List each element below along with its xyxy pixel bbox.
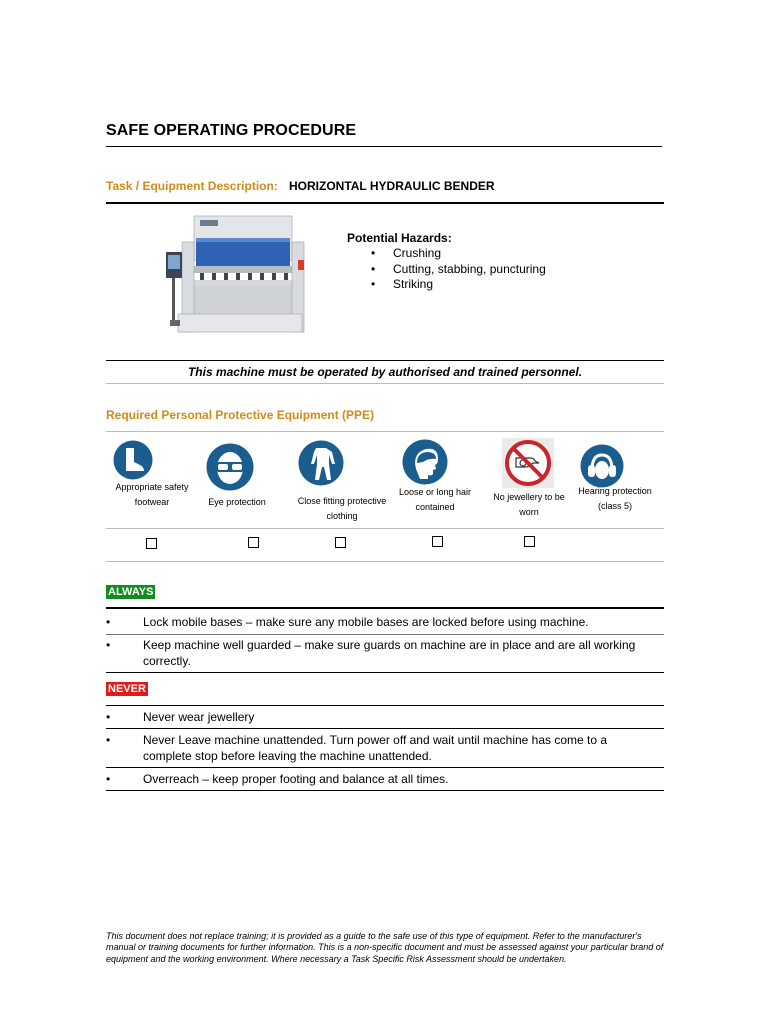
bullet: •	[106, 733, 111, 747]
never-item	[106, 710, 664, 728]
hazard-item: • Striking	[347, 277, 546, 293]
task-description-label: Task / Equipment Description:	[106, 179, 278, 193]
ppe-safety-footwear	[106, 440, 198, 510]
row-divider	[106, 634, 664, 635]
ppe-label: No jewellery to be worn	[493, 492, 565, 517]
ppe-hair-contained	[393, 439, 477, 519]
row-divider	[106, 672, 664, 673]
always-badge: ALWAYS	[108, 586, 154, 598]
authorised-personnel-notice: This machine must be operated by authorised and trained personnel.	[187, 365, 583, 379]
ppe-label: Hearing protection (class 5)	[578, 486, 652, 511]
hazards-list	[347, 246, 546, 293]
hydraulic-bender-image	[160, 212, 310, 346]
task-divider	[106, 202, 664, 204]
hazards-title: Potential Hazards:	[347, 231, 452, 245]
notice-bottom-divider	[106, 383, 664, 384]
title-divider	[106, 146, 662, 147]
potential-hazards	[347, 231, 546, 293]
never-item	[106, 733, 664, 767]
ppe-protective-clothing	[290, 440, 394, 526]
bullet: •	[106, 710, 111, 724]
safety-footwear-icon	[113, 440, 153, 480]
notice-top-divider	[106, 360, 664, 361]
protective-clothing-icon	[298, 440, 344, 486]
row-divider	[106, 790, 664, 791]
ppe-label: Loose or long hair contained	[398, 487, 472, 512]
always-item	[106, 615, 664, 633]
always-item-text: Lock mobile bases – make sure any mobile bases are locked before using machine.	[143, 615, 589, 629]
ppe-top-divider	[106, 431, 664, 432]
eye-protection-icon	[206, 443, 254, 491]
ppe-no-jewellery	[486, 438, 572, 520]
never-divider	[106, 705, 664, 706]
ppe-checkbox-jewellery[interactable]	[524, 536, 535, 547]
ppe-mid-divider	[106, 528, 664, 529]
bullet: •	[106, 615, 111, 629]
disclaimer-footer: This document does not replace training; it is provided as a guide to the safe use of this type of equipment. Refer to the manufacturer's manual or training documents for further information. This is a non-specific document and must be assessed against your particular brand of equipment and the working environment. Where necessary a Task Specific Risk Assessment should be undertaken.	[106, 931, 664, 964]
never-item-text: Overreach – keep proper footing and balance at all times.	[143, 772, 449, 786]
never-item-text: Never wear jewellery	[143, 710, 255, 724]
ppe-checkbox-eye-protection[interactable]	[248, 537, 259, 548]
bullet: •	[106, 638, 111, 652]
hair-contained-icon	[402, 439, 448, 485]
ppe-eye-protection	[200, 443, 274, 513]
row-divider	[106, 767, 664, 768]
task-description-value: HORIZONTAL HYDRAULIC BENDER	[289, 179, 495, 193]
hazard-item: • Cutting, stabbing, puncturing	[347, 262, 546, 278]
ppe-label: Appropriate safety footwear	[115, 482, 189, 507]
never-badge: NEVER	[108, 683, 146, 695]
ppe-label: Eye protection	[208, 497, 266, 507]
always-item-text: Keep machine well guarded – make sure guards on machine are in place and are all working correctly.	[143, 638, 636, 668]
always-divider	[106, 607, 664, 609]
ppe-checkbox-clothing[interactable]	[335, 537, 346, 548]
ppe-hearing-protection	[576, 444, 654, 530]
hearing-protection-icon	[580, 444, 624, 488]
hazard-item: • Crushing	[347, 246, 546, 262]
ppe-checkbox-hair[interactable]	[432, 536, 443, 547]
page-title: SAFE OPERATING PROCEDURE	[106, 122, 357, 139]
never-item	[106, 772, 664, 790]
always-item	[106, 638, 664, 670]
ppe-checkbox-footwear[interactable]	[146, 538, 157, 549]
ppe-bottom-divider	[106, 561, 664, 562]
no-jewellery-icon	[502, 438, 554, 488]
ppe-title: Required Personal Protective Equipment (PPE)	[106, 408, 375, 422]
bullet: •	[106, 772, 111, 786]
row-divider	[106, 728, 664, 729]
never-item-text: Never Leave machine unattended. Turn power off and wait until machine has come to a complete stop before leaving the machine unattended.	[143, 733, 608, 763]
ppe-label: Close fitting protective clothing	[297, 496, 387, 521]
